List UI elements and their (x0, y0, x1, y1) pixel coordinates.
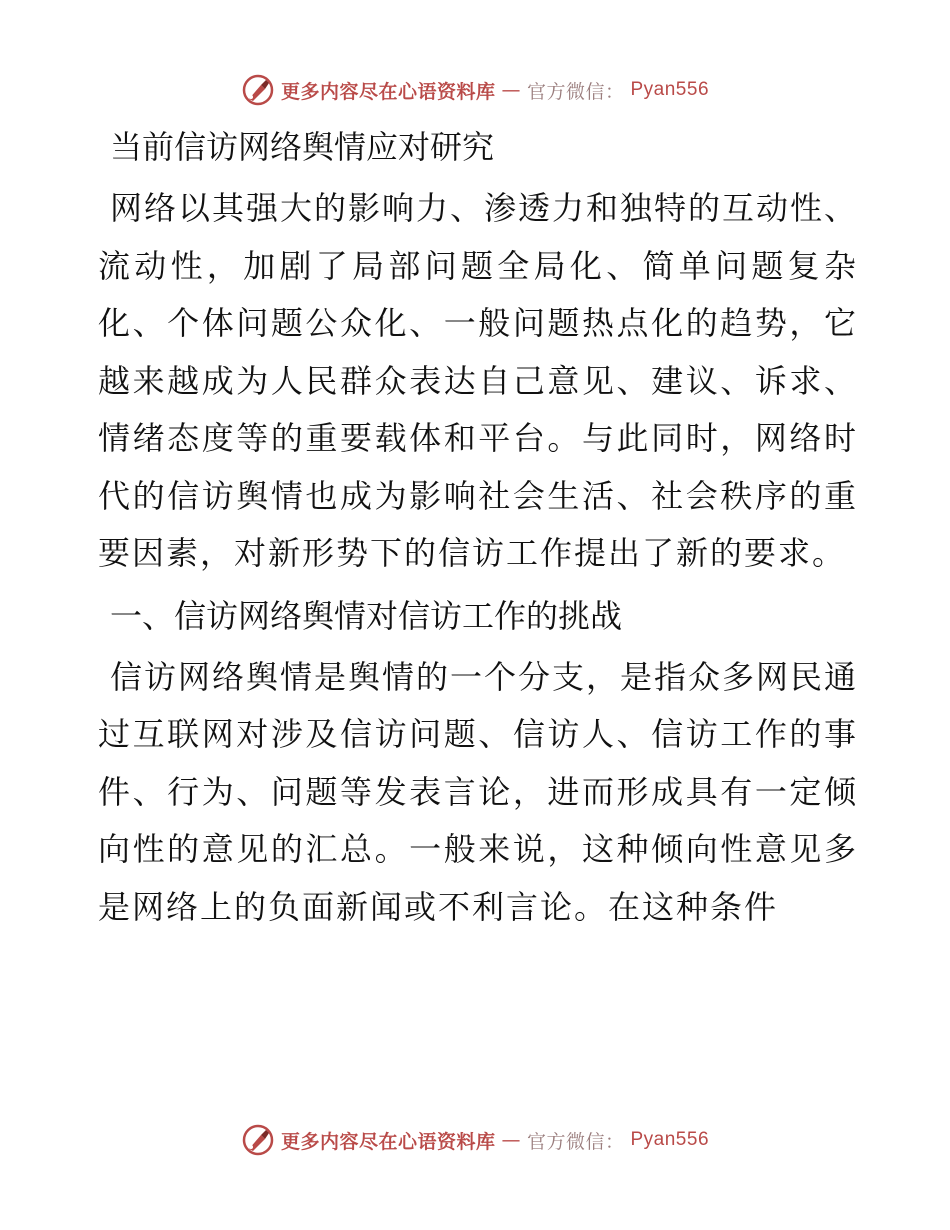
watermark-separator: — (501, 1129, 521, 1151)
watermark-wechat-id: Pyan556 (630, 1129, 710, 1150)
watermark-separator: — (501, 79, 521, 101)
paragraph-section-1-text: 信访网络舆情是舆情的一个分支，是指众多网民通过互联网对涉及信访问题、信访人、信访工作的事件、行为、问题等发表言论，进而形成具有一定倾向性的意见的汇总。一般来说，这种倾向性意见多是网络上的负面新闻或不利言论。在这种条件 (98, 657, 859, 926)
pen-logo-icon (241, 1123, 275, 1157)
document-title: 当前信访网络舆情应对研究 (110, 128, 495, 166)
header-watermark (0, 70, 950, 110)
watermark-brand-text: 更多内容尽在心语资料库 (280, 80, 496, 103)
watermark-wechat-id: Pyan556 (630, 79, 710, 100)
document-body (98, 118, 858, 940)
watermark-label: 官方微信： (526, 1130, 625, 1153)
watermark-label: 官方微信： (526, 80, 625, 103)
paragraph-intro (98, 180, 858, 583)
section-heading-1: 一、信访网络舆情对信访工作的挑战 (110, 596, 623, 635)
paragraph-intro-text: 网络以其强大的影响力、渗透力和独特的互动性、流动性，加剧了局部问题全局化、简单问题复杂化、个体问题公众化、一般问题热点化的趋势，它越来越成为人民群众表达自己意见、建议、诉求、情绪态度等的重要载体和平台。与此同时，网络时代的信访舆情也成为影响社会生活、社会秩序的重要因素，对新形势下的信访工作提出了新的要求。 (98, 189, 859, 572)
footer-watermark (0, 1120, 950, 1160)
paragraph-section-1 (98, 649, 858, 937)
watermark-brand-text: 更多内容尽在心语资料库 (280, 1130, 496, 1153)
pen-logo-icon (241, 73, 275, 107)
